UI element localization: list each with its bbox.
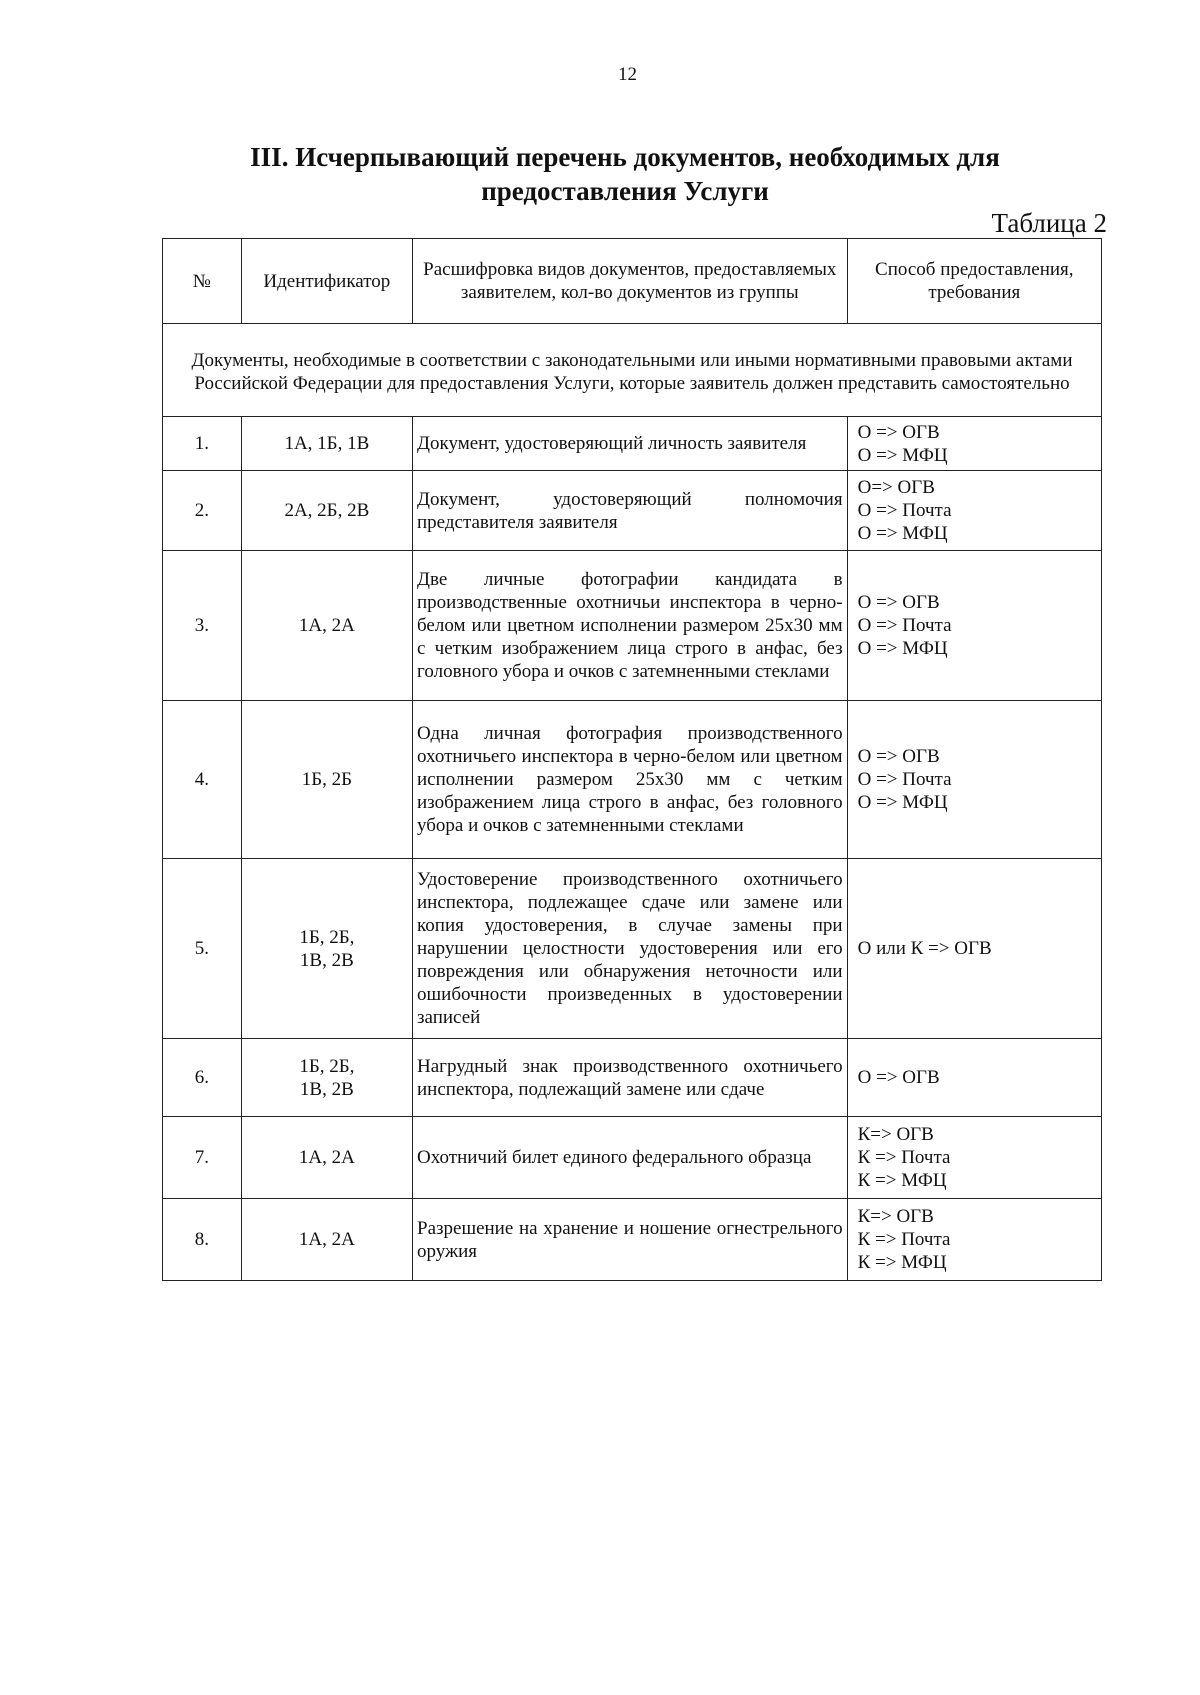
table-row xyxy=(163,417,1102,471)
method-line: О => МФЦ xyxy=(857,444,948,466)
table-row xyxy=(163,1199,1102,1281)
method-line: К => МФЦ xyxy=(857,1170,947,1191)
method-line: О => МФЦ xyxy=(857,792,948,813)
table-row xyxy=(163,551,1102,701)
row-identifier: 2А, 2Б, 2В xyxy=(241,471,412,551)
method-line: К => Почта xyxy=(857,1147,951,1168)
row-identifier: 1Б, 2Б xyxy=(241,701,412,859)
table-row xyxy=(163,859,1102,1039)
row-identifier: 1А, 2А xyxy=(241,551,412,701)
row-num: 7. xyxy=(163,1117,242,1199)
method-line: К => МФЦ xyxy=(857,1252,947,1273)
row-description: Разрешение на хранение и ношение огнестрельного оружия xyxy=(413,1199,848,1281)
row-identifier xyxy=(241,1039,412,1117)
method-line: К => Почта xyxy=(857,1229,951,1250)
table-row xyxy=(163,1039,1102,1117)
table-row xyxy=(163,471,1102,551)
method-line: О=> ОГВ xyxy=(857,477,935,498)
method-line: О => ОГВ xyxy=(857,592,940,613)
row-num: 2. xyxy=(163,471,242,551)
method-line: О => ОГВ xyxy=(857,1067,940,1088)
row-description: Одна личная фотография производственного охотничьего инспектора в черно-белом или цветном исполнении размером 25х30 мм с четким изображением лица строго в анфас, без головного убора и очков с затемненными стеклами xyxy=(413,701,848,859)
row-num: 4. xyxy=(163,701,242,859)
header-num: № xyxy=(163,239,242,324)
method-line: О => ОГВ xyxy=(857,746,940,767)
row-method xyxy=(847,551,1101,701)
row-description: Охотничий билет единого федерального образца xyxy=(413,1117,848,1199)
row-description: Две личные фотографии кандидата в производственные охотничьи инспектора в черно-белом или цветном исполнении размером 25х30 мм с четким изображением лица строго в анфас, без головного убора и очков с затемненными стеклами xyxy=(413,551,848,701)
row-method xyxy=(847,1117,1101,1199)
identifier-line: 1В, 2В xyxy=(299,949,354,971)
method-line: К=> ОГВ xyxy=(857,1206,934,1227)
row-description: Нагрудный знак производственного охотничьего инспектора, подлежащий замене или сдаче xyxy=(413,1039,848,1117)
group-label: Документы, необходимые в соответствии с законодательными или иными нормативными правовыми актами Российской Федерации для предоставления Услуги, которые заявитель должен представить самостоятельно xyxy=(163,324,1102,417)
method-line: О => МФЦ xyxy=(857,523,948,544)
row-description: Документ, удостоверяющий личность заявителя xyxy=(413,417,848,471)
documents-table xyxy=(162,238,1102,1281)
row-method xyxy=(847,471,1101,551)
row-description: Документ, удостоверяющий полномочия представителя заявителя xyxy=(413,471,848,551)
row-num: 1. xyxy=(163,417,242,471)
row-method xyxy=(847,417,1101,471)
table-caption: Таблица 2 xyxy=(991,208,1107,238)
section-title xyxy=(180,140,1070,208)
row-description: Удостоверение производственного охотничьего инспектора, подлежащее сдаче или замене или копия удостоверения, в случае замены при нарушении целостности удостоверения или его повреждения или обнаружения неточности или ошибочности произведенных в удостоверении записей xyxy=(413,859,848,1039)
row-identifier: 1А, 2А xyxy=(241,1117,412,1199)
row-num: 5. xyxy=(163,859,242,1039)
row-identifier xyxy=(241,859,412,1039)
identifier-line: 1Б, 2Б, xyxy=(299,1055,355,1077)
group-row xyxy=(163,324,1102,417)
header-description: Расшифровка видов документов, предоставляемых заявителем, кол-во документов из группы xyxy=(413,239,848,324)
row-method xyxy=(847,1039,1101,1117)
table-header-row xyxy=(163,239,1102,324)
header-identifier: Идентификатор xyxy=(241,239,412,324)
table-row xyxy=(163,1117,1102,1199)
method-line: О или К => ОГВ xyxy=(857,938,992,959)
method-line: О => Почта xyxy=(857,615,952,636)
row-num: 3. xyxy=(163,551,242,701)
table-row xyxy=(163,701,1102,859)
row-method xyxy=(847,1199,1101,1281)
section-title-line1: III. Исчерпывающий перечень документов, необходимых для xyxy=(250,142,1000,172)
row-identifier: 1А, 1Б, 1В xyxy=(241,417,412,471)
method-line: О => Почта xyxy=(857,500,952,521)
section-title-line2: предоставления Услуги xyxy=(481,176,769,206)
row-identifier: 1А, 2А xyxy=(241,1199,412,1281)
header-method: Способ предоставления, требования xyxy=(847,239,1101,324)
row-num: 6. xyxy=(163,1039,242,1117)
method-line: К=> ОГВ xyxy=(857,1124,934,1145)
identifier-line: 1В, 2В xyxy=(299,1078,354,1100)
page-number: 12 xyxy=(618,64,637,85)
row-method xyxy=(847,701,1101,859)
method-line: О => МФЦ xyxy=(857,638,948,659)
row-num: 8. xyxy=(163,1199,242,1281)
method-line: О => Почта xyxy=(857,769,952,790)
method-line: О => ОГВ xyxy=(857,421,940,443)
row-method xyxy=(847,859,1101,1039)
identifier-line: 1Б, 2Б, xyxy=(299,926,355,948)
